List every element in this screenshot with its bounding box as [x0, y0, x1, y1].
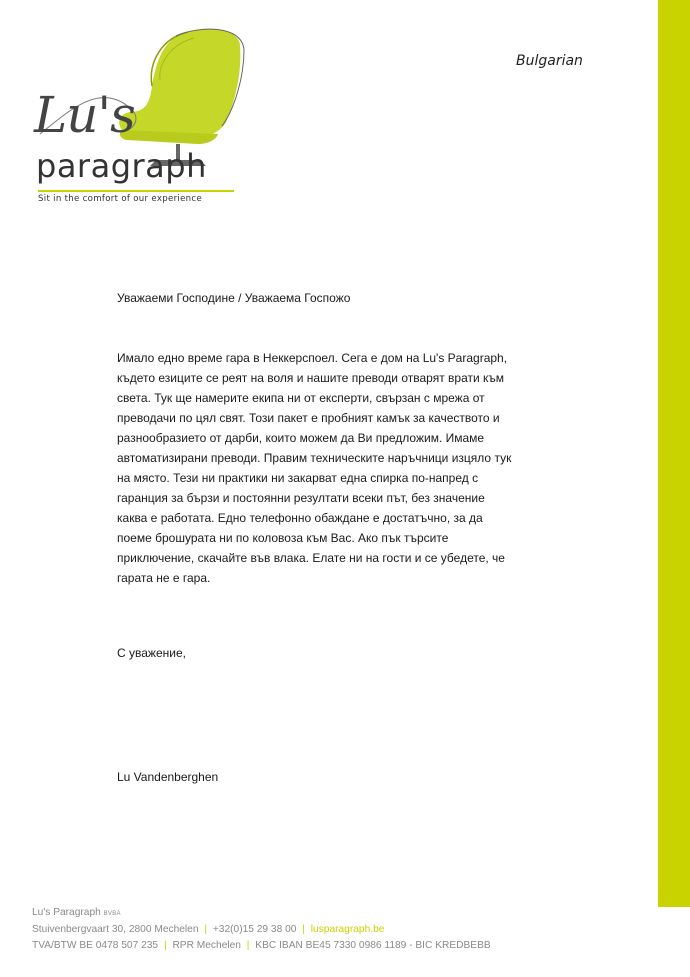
footer-line-contact — [32, 922, 491, 938]
footer-company: Lu's Paragraph — [32, 907, 101, 918]
footer-separator: | — [204, 924, 208, 935]
letterhead-footer — [32, 905, 491, 954]
body-line: на място. Тези ни практики ни закарват една спирка по-напред с — [117, 471, 479, 485]
logo-wordmark-lus: Lu's — [34, 86, 135, 144]
logo-wordmark-paragraph: paragraph — [36, 147, 207, 185]
body-line: Имало едно време гара в Неккерспоел. Сега е дом на Lu's Paragraph, — [117, 351, 508, 365]
footer-separator: | — [163, 940, 167, 951]
footer-separator: | — [302, 924, 305, 935]
footer-vat: TVA/BTW BE 0478 507 235 — [32, 940, 159, 951]
logo-tagline: Sit in the comfort of our experience — [38, 194, 203, 204]
letter-salutation: Уважаеми Господине / Уважаема Госпожо — [117, 291, 351, 305]
footer-company-suffix: BVBA — [103, 911, 121, 917]
footer-website-link[interactable]: lusparagraph.be — [310, 924, 385, 935]
body-line: света. Тук ще намерите екипа ни от експерти, свързан с мрежа от — [117, 391, 485, 405]
letter-body — [117, 348, 527, 588]
footer-bank: KBC IBAN BE45 7330 0986 1189 - BIC KREDBEBB — [255, 940, 491, 951]
side-accent-stripe — [658, 0, 690, 907]
letter-closing: С уважение, — [117, 646, 186, 660]
footer-line-company — [32, 905, 491, 922]
body-line: приключение, скачайте във влака. Елате ни на гости и се убедете, че — [117, 551, 505, 565]
body-line: където езиците се реят на воля и нашите преводи отварят врати към — [117, 371, 505, 385]
body-line: поеме брошурата ни по коловоза към Вас. Ако пък търсите — [117, 531, 449, 545]
footer-line-registration — [32, 938, 491, 954]
letter-signature: Lu Vandenberghen — [117, 770, 219, 784]
footer-phone: +32(0)15 29 38 00 — [212, 924, 297, 935]
footer-rpr: RPR Mechelen — [172, 940, 241, 951]
body-line: каква е работата. Едно телефонно обаждане е достатъчно, за да — [117, 511, 483, 525]
language-label: Bulgarian — [516, 53, 583, 69]
body-line: гарата не е гара. — [117, 571, 211, 585]
body-line: гаранция за бързи и постоянни резултати всеки път, без значение — [117, 491, 485, 505]
company-logo — [30, 22, 260, 204]
footer-separator: | — [246, 940, 250, 951]
footer-address: Stuivenbergvaart 30, 2800 Mechelen — [32, 924, 199, 935]
body-line: разнообразието от дарби, които можем да Ви предложим. Имаме — [117, 431, 485, 445]
body-line: автоматизирани преводи. Правим техническите наръчници изцяло тук — [117, 451, 512, 465]
body-line: преводачи по цял свят. Този пакет е пробният камък за качеството и — [117, 411, 500, 425]
logo-divider — [38, 190, 234, 192]
